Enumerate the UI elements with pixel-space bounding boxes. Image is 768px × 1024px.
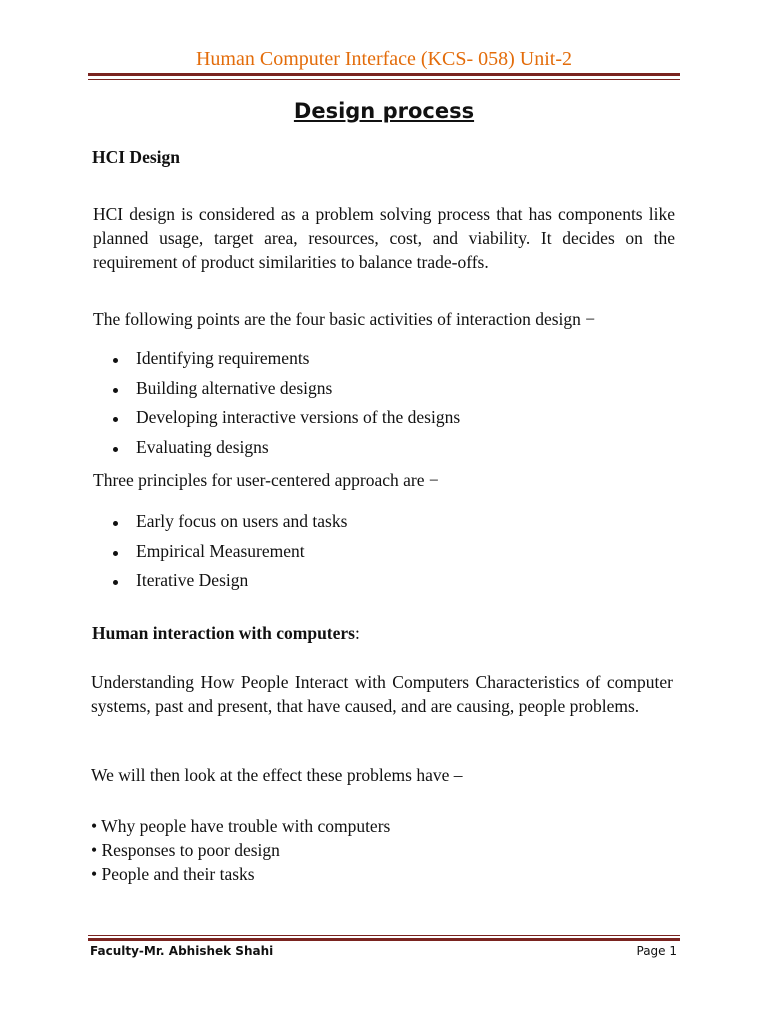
bullet-icon	[113, 447, 118, 452]
human-interaction-paragraph: Understanding How People Interact with Computers Characteristics of computer systems, past and present, that have caused, and are causing, people problems.	[91, 672, 673, 716]
bullet-icon	[113, 580, 118, 585]
hci-design-paragraph: HCI design is considered as a problem solving process that has components like planned usage, target area, resources, cost, and viability. It decides on the requirement of product similarities to balance trade-offs.	[93, 204, 675, 272]
bullet-icon	[113, 388, 118, 393]
footer-faculty: Faculty-Mr. Abhishek Shahi	[90, 944, 274, 958]
header-rule-thick	[88, 73, 680, 76]
footer-page-number: Page 1	[636, 944, 677, 958]
bullet-icon	[113, 358, 118, 363]
list-item: • People and their tasks	[91, 864, 255, 884]
bullet-icon	[113, 417, 118, 422]
bullet-icon	[113, 551, 118, 556]
footer-rule-thin	[88, 935, 680, 936]
section-heading-human-interaction: Human interaction with computers:	[92, 623, 360, 643]
activities-intro: The following points are the four basic activities of interaction design −	[93, 309, 596, 329]
effects-list	[91, 814, 390, 886]
footer-rule-thick	[88, 938, 680, 941]
list-item: • Responses to poor design	[91, 840, 280, 860]
page-title: Design process	[293, 99, 475, 123]
header-rule-thin	[88, 79, 680, 80]
list-item: • Why people have trouble with computers	[91, 816, 391, 836]
bullet-icon	[113, 521, 118, 526]
section-heading-hci-design: HCI Design	[92, 147, 180, 167]
effects-intro: We will then look at the effect these problems have –	[91, 765, 463, 785]
header-title: Human Computer Interface (KCS- 058) Unit-2	[195, 48, 572, 70]
principles-intro: Three principles for user-centered approach are −	[93, 470, 439, 490]
